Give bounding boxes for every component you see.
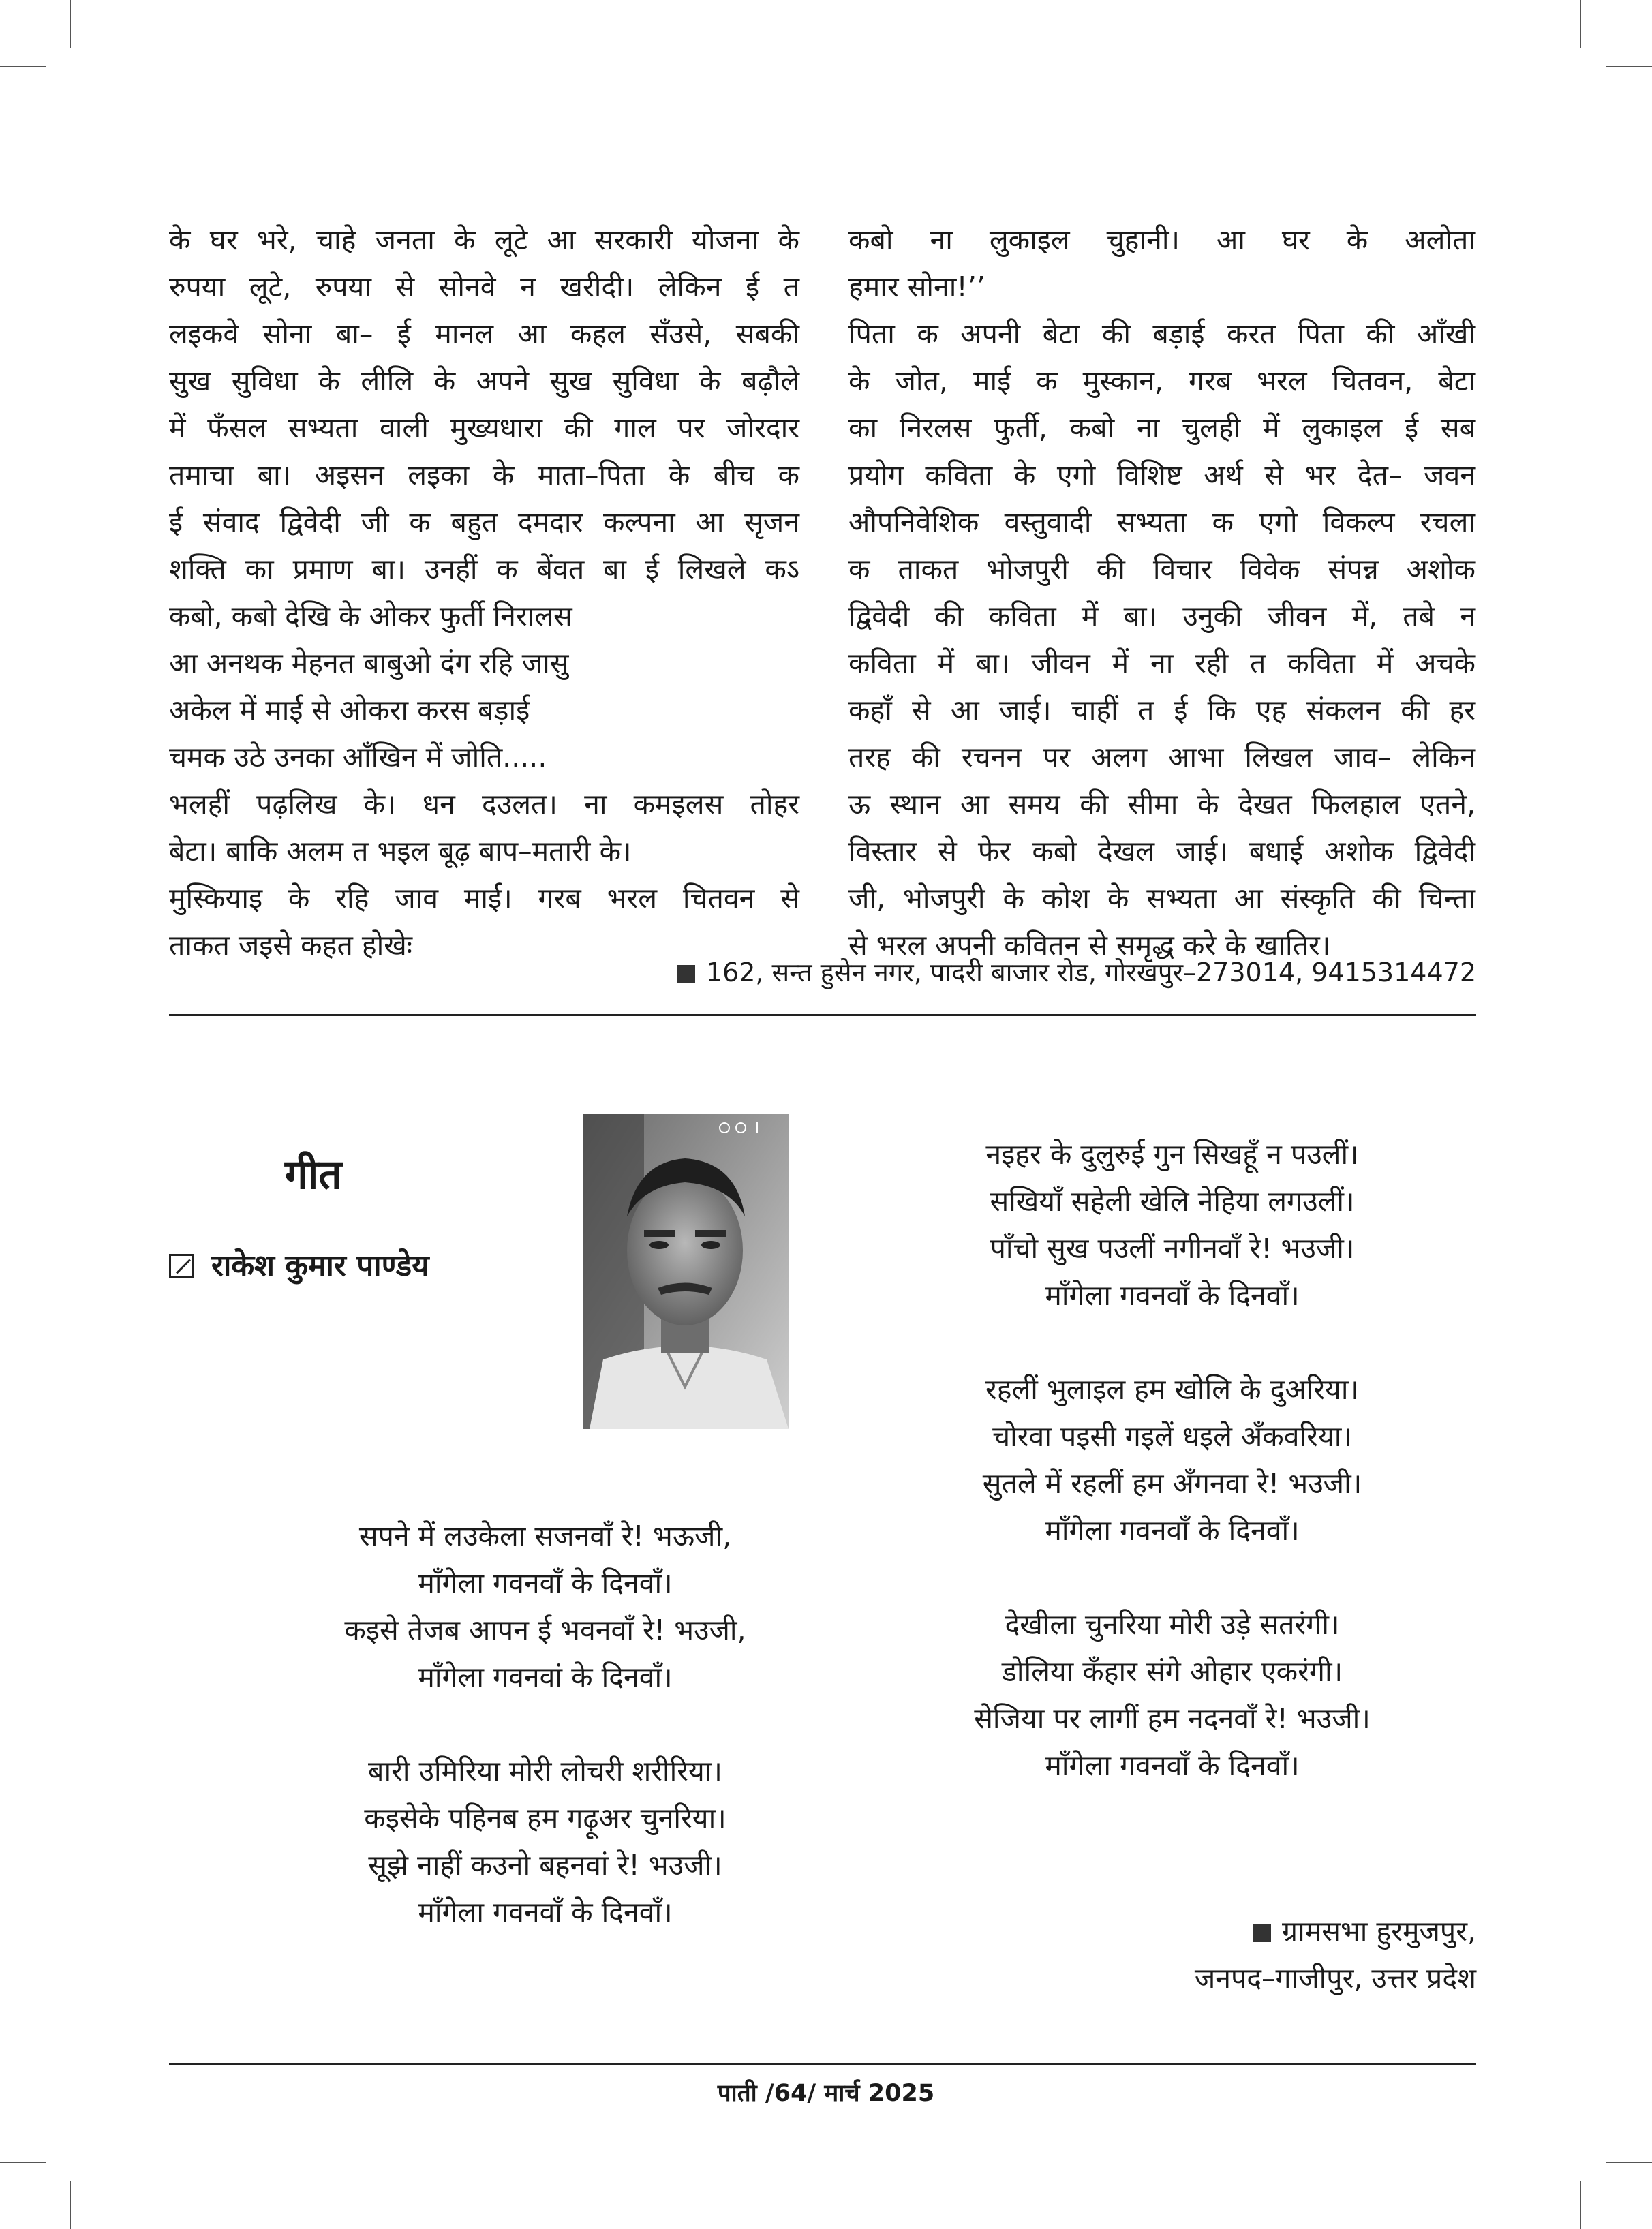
- verse-line: कइसे तेजब आपन ई भवनवाँ रे! भउजी,: [344, 1614, 746, 1646]
- stanza: [872, 1131, 1472, 1319]
- verse-line: माँगेला गवनवाँ के दिनवाँ।: [1045, 1514, 1300, 1547]
- text-line: कबो ना लुकाइल चुहानी। आ घर के अलोता: [848, 224, 1475, 256]
- bullet-box-icon: [677, 965, 695, 983]
- text-line: ताकत जइसे कहत होखेः: [169, 929, 413, 962]
- text-line: तमाचा बा। अइसन लइका के माता–पिता के बीच क: [169, 459, 799, 491]
- text-line: विस्तार से फेर कबो देखल जाई। बधाई अशोक द्विवेदी: [848, 835, 1475, 867]
- verse-line: रहलीं भुलाइल हम खोलि के दुअरिया।: [985, 1373, 1360, 1406]
- crop-mark: [0, 66, 46, 67]
- text-line: जी, भोजपुरी के कोश के सभ्यता आ संस्कृति की चिन्ता: [848, 882, 1475, 914]
- pen-icon: [169, 1254, 194, 1278]
- place-line: जनपद–गाजीपुर, उत्तर प्रदेश: [1194, 1962, 1476, 1995]
- verse-line: सूझे नाहीं कउनो बहनवां रे! भउजी।: [368, 1849, 722, 1881]
- verse-line: डोलिया कँहार संगे ओहार एकरंगी।: [1001, 1655, 1343, 1688]
- crop-mark: [0, 2162, 46, 2163]
- verse-line: माँगेला गवनवाँ के दिनवाँ।: [418, 1896, 673, 1928]
- poem-left-verses: [300, 1513, 791, 1983]
- text-line: ई संवाद द्विवेदी जी क बहुत दमदार कल्पना आ सृजन: [169, 506, 799, 538]
- text-line: पिता क अपनी बेटा की बड़ाई करत पिता की आँखी: [848, 318, 1475, 350]
- text-line: हमार सोना!’’: [848, 271, 985, 303]
- verse-line: सुतले में रहलीं हम अँगनवा रे! भउजी।: [982, 1467, 1362, 1500]
- text-line: का निरलस फुर्ती, कबो ना चुलही में लुकाइल ई सब: [848, 412, 1475, 444]
- article-left-column: [169, 217, 799, 969]
- text-line: लइकवे सोना बा– ई मानल आ कहल सँउसे, सबकी: [169, 318, 799, 350]
- address-text: 162, सन्त हुसेन नगर, पादरी बाजार रोड, गोरखपुर–273014, 9415314472: [705, 957, 1476, 987]
- text-line: औपनिवेशिक वस्तुवादी सभ्यता क एगो विकल्प रचला: [848, 506, 1475, 538]
- crop-mark: [1580, 0, 1581, 48]
- text-line: चमक उठे उनका आँखिन में जोति.....: [169, 741, 547, 773]
- text-line: कविता में बा। जीवन में ना रही त कविता में अचके: [848, 647, 1475, 679]
- verse-line: माँगेला गवनवाँ के दिनवाँ।: [1045, 1749, 1300, 1782]
- text-line: कबो, कबो देखि के ओकर फुर्ती निरालस: [169, 600, 572, 632]
- bullet-box-icon: [1253, 1924, 1271, 1942]
- text-line: द्विवेदी की कविता में बा। उनुकी जीवन में, तबे न: [848, 600, 1475, 632]
- verse-line: देखीला चुनरिया मोरी उड़े सतरंगी।: [1005, 1608, 1340, 1641]
- poem-right-verses: [872, 1131, 1472, 1836]
- verse-line: पाँचो सुख पउलीं नगीनवाँ रे! भउजी।: [990, 1232, 1355, 1265]
- verse-line: माँगेला गवनवां के दिनवाँ।: [418, 1661, 673, 1693]
- stanza: [872, 1366, 1472, 1554]
- page-footer: पाती /64/ मार्च 2025: [717, 2080, 935, 2107]
- author-name: राकेश कुमार पाण्डेय: [211, 1248, 429, 1283]
- place-line-1: ग्रामसभा हुरमुजपुर,: [1281, 1915, 1476, 1948]
- text-line: बेटा। बाकि अलम त भइल बूढ़ बाप–मतारी के।: [169, 835, 632, 867]
- text-line: शक्ति का प्रमाण बा। उनहीं क बेंवत बा ई लिखले कऽ: [169, 553, 799, 585]
- text-line: प्रयोग कविता के एगो विशिष्ट अर्थ से भर देत– जवन: [848, 459, 1475, 491]
- text-line: कहाँ से आ जाई। चाहीं त ई कि एह संकलन की हर: [848, 694, 1475, 726]
- poem-title: गीत: [285, 1151, 342, 1199]
- crop-mark: [70, 0, 71, 48]
- verse-line: सेजिया पर लागीं हम नदनवाँ रे! भउजी।: [974, 1702, 1371, 1735]
- verse-line: नइहर के दुलुरुई गुन सिखहूँ न पउलीं।: [985, 1138, 1359, 1171]
- verse-line: माँगेला गवनवाँ के दिनवाँ।: [1045, 1279, 1300, 1312]
- article-right-column: [848, 217, 1475, 969]
- verse-line: सपने में लउकेला सजनवाँ रे! भऊजी,: [358, 1520, 732, 1552]
- verse-line: बारी उमिरिया मोरी लोचरी शरीरिया।: [368, 1755, 722, 1787]
- crop-mark: [1580, 2181, 1581, 2229]
- text-line: रुपया लूटे, रुपया से सोनवे न खरीदी। लेकिन ई त: [169, 271, 799, 303]
- text-line: अकेल में माई से ओकरा करस बड़ाई: [169, 694, 530, 726]
- text-line: में फँसल सभ्यता वाली मुख्यधारा की गाल पर जोरदार: [169, 412, 799, 444]
- section-divider: [169, 1014, 1476, 1016]
- text-line: भलहीं पढ़लिख के। धन दउलत। ना कमइलस तोहर: [169, 788, 799, 820]
- text-line: सुख सुविधा के लीलि के अपने सुख सुविधा के बढ़ौले: [169, 365, 799, 397]
- author-address: [677, 954, 1476, 989]
- text-line: से भरल अपनी कवितन से समृद्ध करे के खातिर।: [848, 929, 1331, 962]
- stanza: [300, 1748, 791, 1936]
- verse-line: कइसेके पहिनब हम गढ़ूअर चुनरिया।: [364, 1802, 726, 1834]
- verse-line: चोरवा पइसी गइलें धइले अँकवरिया।: [992, 1420, 1352, 1453]
- crop-mark: [1606, 2162, 1652, 2163]
- place-line: [1195, 1908, 1476, 1955]
- poem-author: [169, 1244, 429, 1285]
- text-line: के जोत, माई क मुस्कान, गरब भरल चितवन, बेटा: [848, 365, 1475, 397]
- verse-line: माँगेला गवनवाँ के दिनवाँ।: [418, 1567, 673, 1599]
- crop-mark: [70, 2181, 71, 2229]
- verse-line: सखियाँ सहेली खेलि नेहिया लगउलीं।: [990, 1185, 1355, 1218]
- stanza: [872, 1601, 1472, 1789]
- text-line: मुस्कियाइ के रहि जाव माई। गरब भरल चितवन से: [169, 882, 799, 914]
- text-line: ऊ स्थान आ समय की सीमा के देखत फिलहाल एतने,: [848, 788, 1475, 820]
- poet-address: [1195, 1908, 1476, 2002]
- crop-mark: [1606, 66, 1652, 67]
- text-line: क ताकत भोजपुरी की विचार विवेक संपन्न अशोक: [848, 553, 1475, 585]
- text-line: आ अनथक मेहनत बाबुओ दंग रहि जासु: [169, 647, 569, 679]
- stanza: [300, 1513, 791, 1701]
- text-line: तरह की रचनन पर अलग आभा लिखल जाव– लेकिन: [848, 741, 1475, 773]
- footer-divider: [169, 2063, 1476, 2065]
- author-photo: [583, 1114, 789, 1429]
- text-line: के घर भरे, चाहे जनता के लूटे आ सरकारी योजना के: [169, 224, 799, 256]
